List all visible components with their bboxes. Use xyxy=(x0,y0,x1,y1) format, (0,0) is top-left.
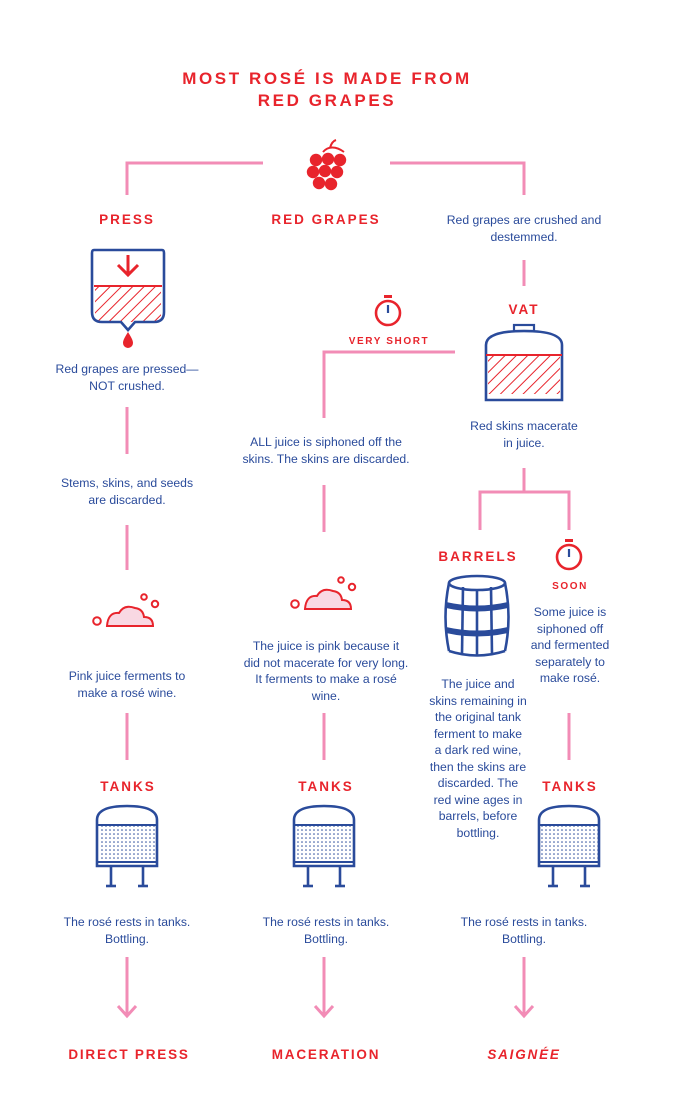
tank-icon xyxy=(539,806,599,886)
crush-description: Red grapes are crushed and destemmed. xyxy=(446,213,602,244)
connector-top-left xyxy=(127,163,263,195)
discard-description: Stems, skins, and seeds are discarded. xyxy=(60,476,194,507)
soon-label: SOON xyxy=(552,581,588,592)
press-heading: PRESS xyxy=(99,212,155,227)
grapes-icon xyxy=(307,140,346,190)
timer-icon xyxy=(557,539,581,569)
macerate-description: Red skins macerate in juice. xyxy=(470,419,578,450)
tank-icon xyxy=(97,806,157,886)
press-ferment-description: Pink juice ferments to make a rosé wine. xyxy=(68,669,186,700)
press-icon xyxy=(92,250,164,330)
connector-lines xyxy=(118,163,569,1016)
very-short-label: VERY SHORT xyxy=(348,336,430,347)
ferment-bubble-icon xyxy=(291,577,355,609)
method-direct-press: DIRECT PRESS xyxy=(68,1047,190,1062)
connector-top-right xyxy=(390,163,524,195)
page-subtitle: RED GRAPES xyxy=(257,91,397,110)
ferment-bubble-icon xyxy=(93,594,158,626)
press-description: Red grapes are pressed—NOT crushed. xyxy=(55,362,199,393)
tanks-label-saignee: TANKS xyxy=(542,779,598,794)
red-grapes-label: RED GRAPES xyxy=(271,212,381,227)
barrel-icon xyxy=(446,576,509,656)
vat-label: VAT xyxy=(508,302,540,317)
barrels-description: The juice and skins remaining in the original tank ferment to make a dark red wine, then the skins are discarded. The red wine ages in barrels, before bottling. xyxy=(429,677,527,840)
timer-icon xyxy=(376,295,400,325)
maceration-ferment-description: The juice is pink because it did not macerate for very long. It ferments to make a rosé wine. xyxy=(243,639,409,703)
saignee-rest-description: The rosé rests in tanks. Bottling. xyxy=(460,915,588,946)
maceration-rest-description: The rosé rests in tanks. Bottling. xyxy=(262,915,390,946)
method-maceration: MACERATION xyxy=(271,1047,381,1062)
tanks-label-maceration: TANKS xyxy=(298,779,354,794)
press-rest-description: The rosé rests in tanks. Bottling. xyxy=(63,915,191,946)
connector-split xyxy=(480,492,569,530)
tanks-label-press: TANKS xyxy=(100,779,156,794)
method-saignee: SAIGNÉE xyxy=(487,1047,561,1062)
page-title: MOST ROSÉ IS MADE FROM xyxy=(182,69,472,88)
barrels-label: BARRELS xyxy=(438,549,518,564)
tank-icon xyxy=(294,806,354,886)
siphon-description: ALL juice is siphoned off the skins. The skins are discarded. xyxy=(242,435,410,466)
saignee-siphon-description: Some juice is siphoned off and fermented separately to make rosé. xyxy=(530,605,610,685)
blood-drop-icon xyxy=(123,332,133,348)
connector-vat-maceration xyxy=(324,352,455,418)
vat-icon xyxy=(486,325,562,400)
